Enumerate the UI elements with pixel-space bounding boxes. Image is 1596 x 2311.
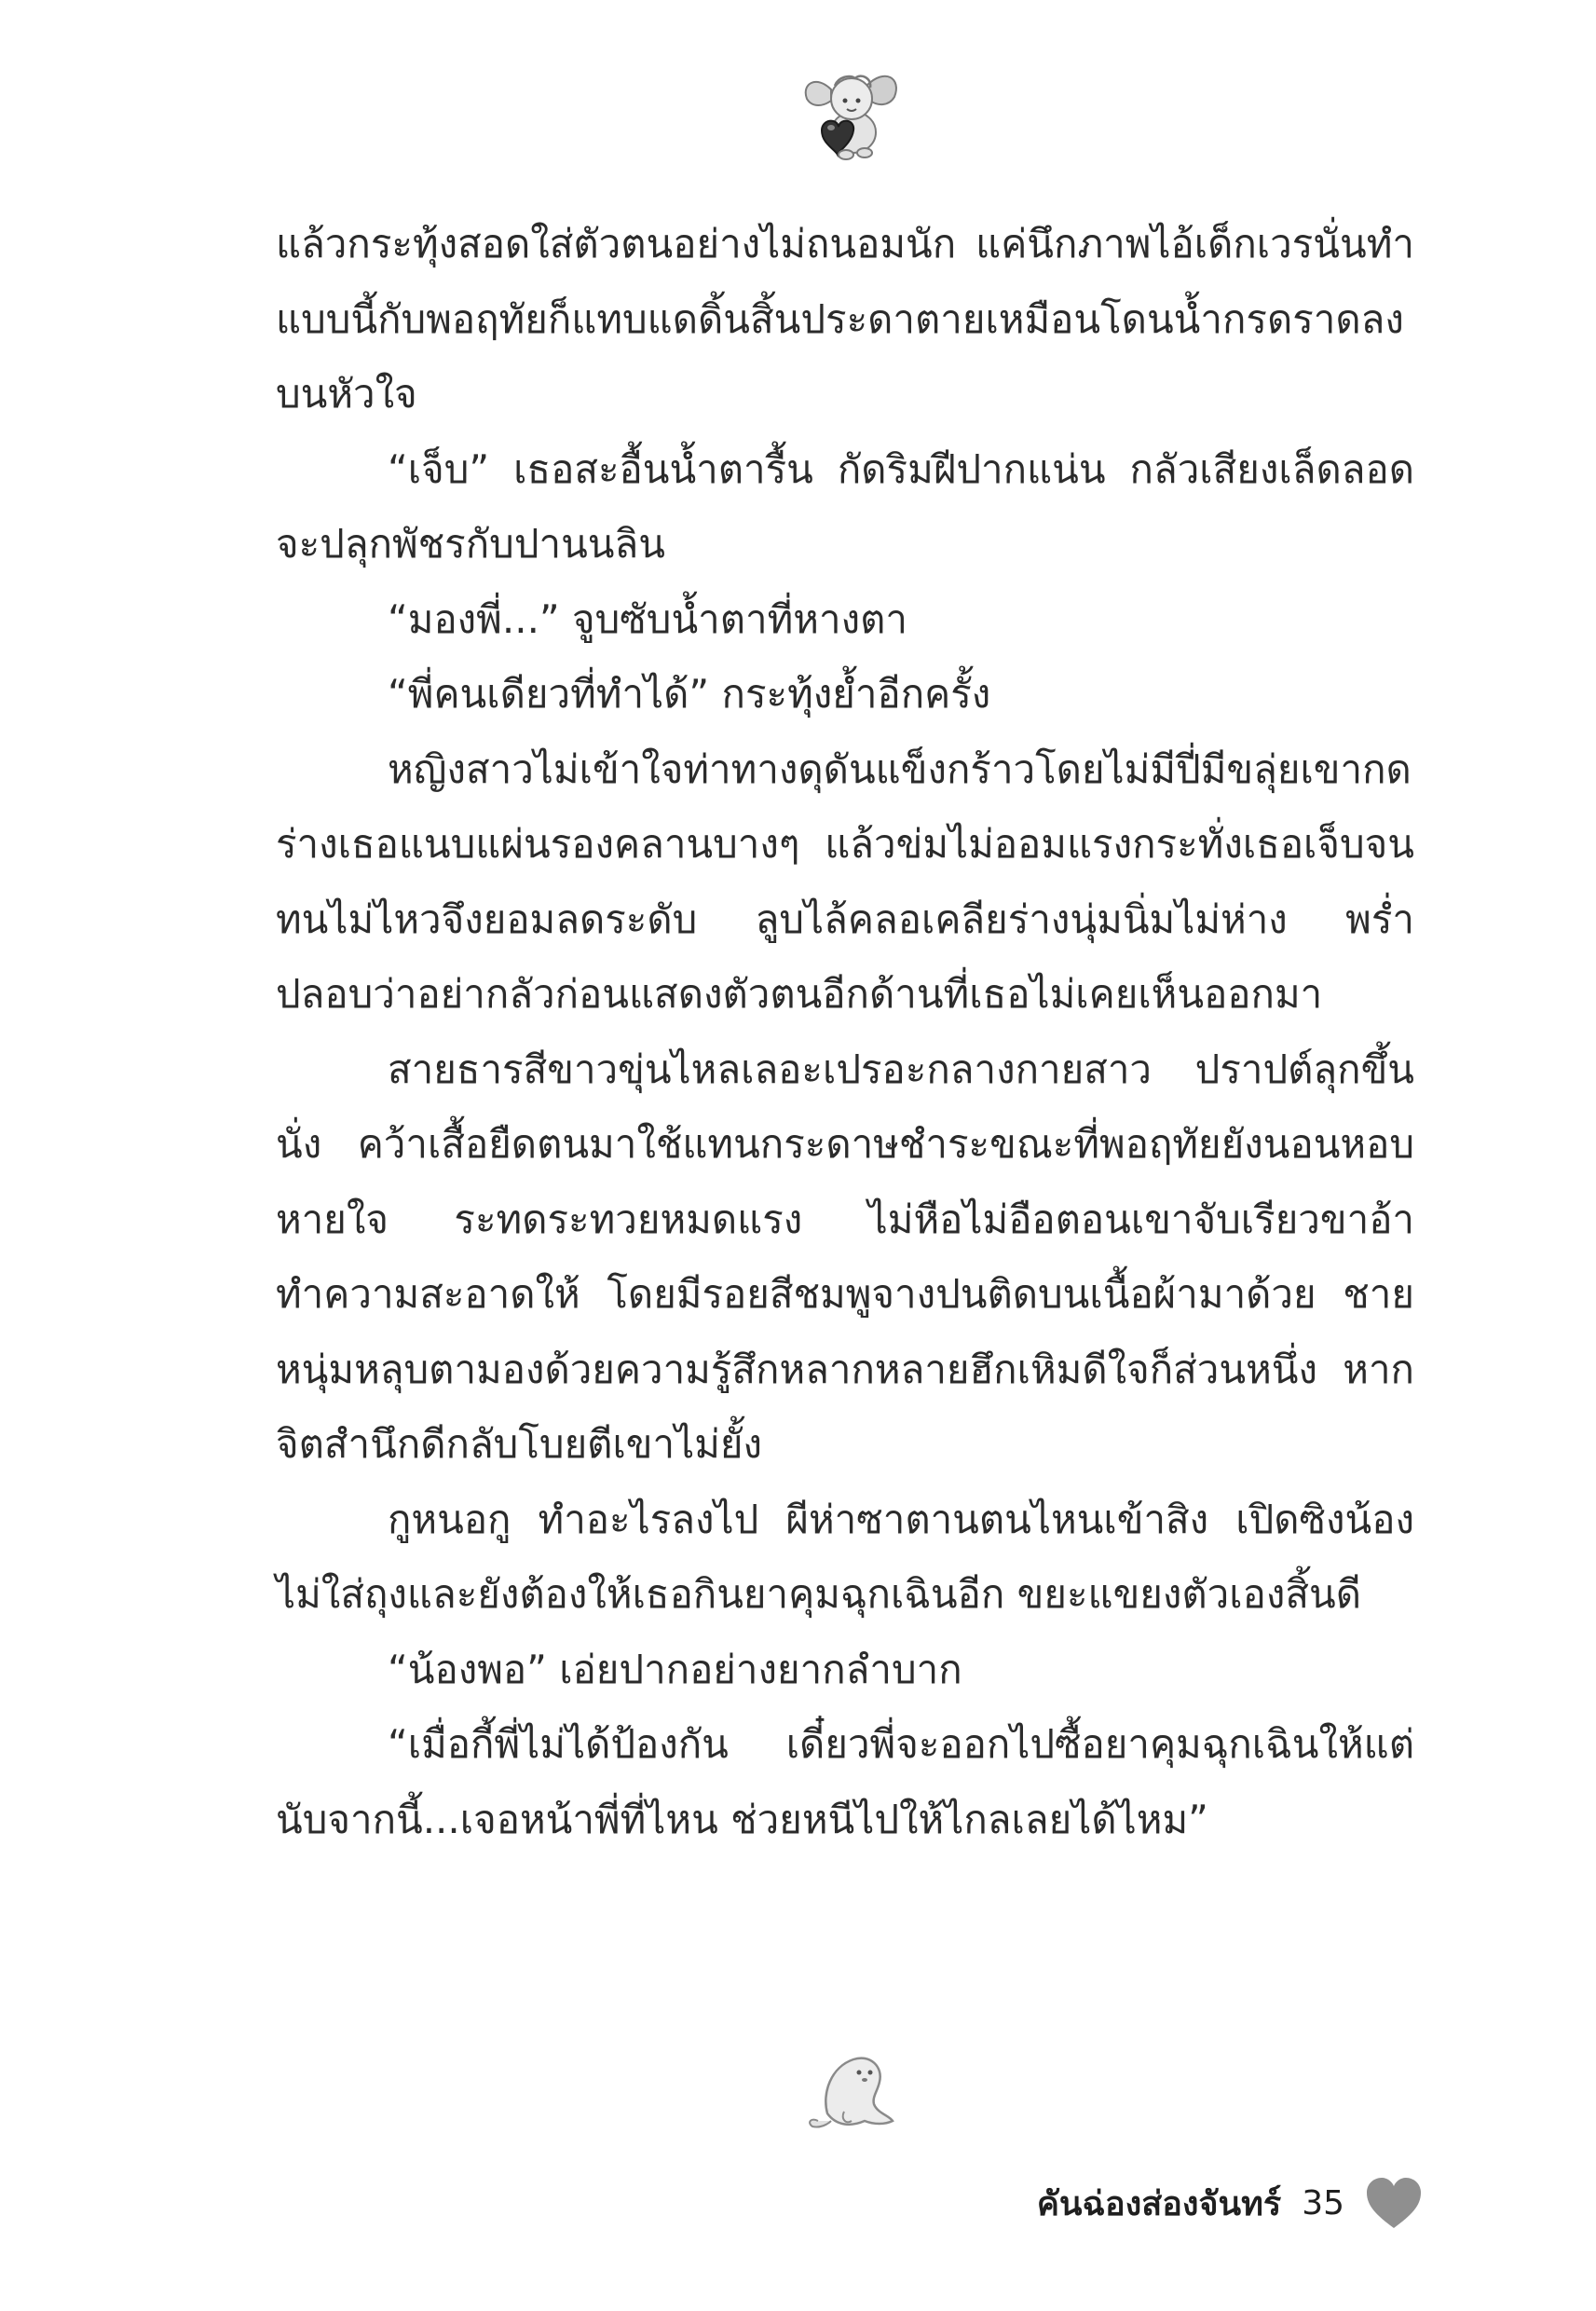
- paragraph: หญิงสาวไม่เข้าใจท่าทางดุดันแข็งกร้าวโดยไม่มีปี่มีขลุ่ยเขากดร่างเธอแนบแผ่นรองคลานบางๆ แล้วข่มไม่ออมแรงกระทั่งเธอเจ็บจนทนไม่ไหวจึงยอมลดระดับ ลูบไล้คลอเคลียร่างนุ่มนิ่มไม่ห่าง พร่ำปลอบว่าอย่ากลัวก่อนแสดงตัวตนอีกด้านที่เธอไม่เคยเห็นออกมา: [276, 745, 1414, 1017]
- paragraph: “เมื่อกี้พี่ไม่ได้ป้องกัน เดี๋ยวพี่จะออกไปซื้อยาคุมฉุกเฉินให้แต่นับจากนี้...เจอหน้าพี่ที่ไหน ช่วยหนีไปให้ไกลเลยได้ไหม”: [276, 1721, 1414, 1842]
- paragraph: “น้องพอ” เอ่ยปากอย่างยากลำบาก: [388, 1646, 962, 1692]
- book-title: คันฉ่องส่องจันทร์: [1036, 2184, 1282, 2223]
- paragraph: แล้วกระทุ้งสอดใส่ตัวตนอย่างไม่ถนอมนัก แค่นึกภาพไอ้เด็กเวรนั่นทำแบบนี้กับพอฤทัยก็แทบแดดิ้นสิ้นประดาตายเหมือนโดนน้ำกรดราดลงบนหัวใจ: [276, 221, 1414, 417]
- cupid-with-heart-icon: [794, 58, 906, 170]
- seal-icon: [799, 2046, 902, 2132]
- page-footer: [1037, 2173, 1423, 2233]
- paragraph: “มองพี่...” จูบซับน้ำตาที่หางตา: [388, 595, 907, 642]
- page-number: 35: [1302, 2183, 1344, 2222]
- paragraph: “เจ็บ” เธอสะอื้นน้ำตารื้น กัดริมฝีปากแน่น กลัวเสียงเล็ดลอดจะปลุกพัชรกับปานนลิน: [276, 445, 1414, 567]
- body-text: [276, 207, 1414, 1857]
- paragraph: สายธารสีขาวขุ่นไหลเลอะเปรอะกลางกายสาว ปราปต์ลุกขึ้นนั่ง คว้าเสื้อยืดตนมาใช้แทนกระดาษชำระขณะที่พอฤทัยยังนอนหอบหายใจ ระทดระทวยหมดแรง ไม่หือไม่อือตอนเขาจับเรียวขาอ้าทำความสะอาดให้ โดยมีรอยสีชมพูจางปนติดบนเนื้อผ้ามาด้วย ชายหนุ่มหลุบตามองด้วยความรู้สึกหลากหลายฮึกเหิมดีใจก็ส่วนหนึ่ง หากจิตสำนึกดีกลับโบยตีเขาไม่ยั้ง: [276, 1046, 1414, 1467]
- heart-icon: [1365, 2176, 1423, 2230]
- paragraph: กูหนอกู ทำอะไรลงไป ผีห่าซาตานตนไหนเข้าสิง เปิดซิงน้องไม่ใส่ถุงและยังต้องให้เธอกินยาคุมฉุกเฉินอีก ขยะแขยงตัวเองสิ้นดี: [276, 1496, 1414, 1617]
- paragraph: “พี่คนเดียวที่ทำได้” กระทุ้งย้ำอีกครั้ง: [388, 671, 991, 717]
